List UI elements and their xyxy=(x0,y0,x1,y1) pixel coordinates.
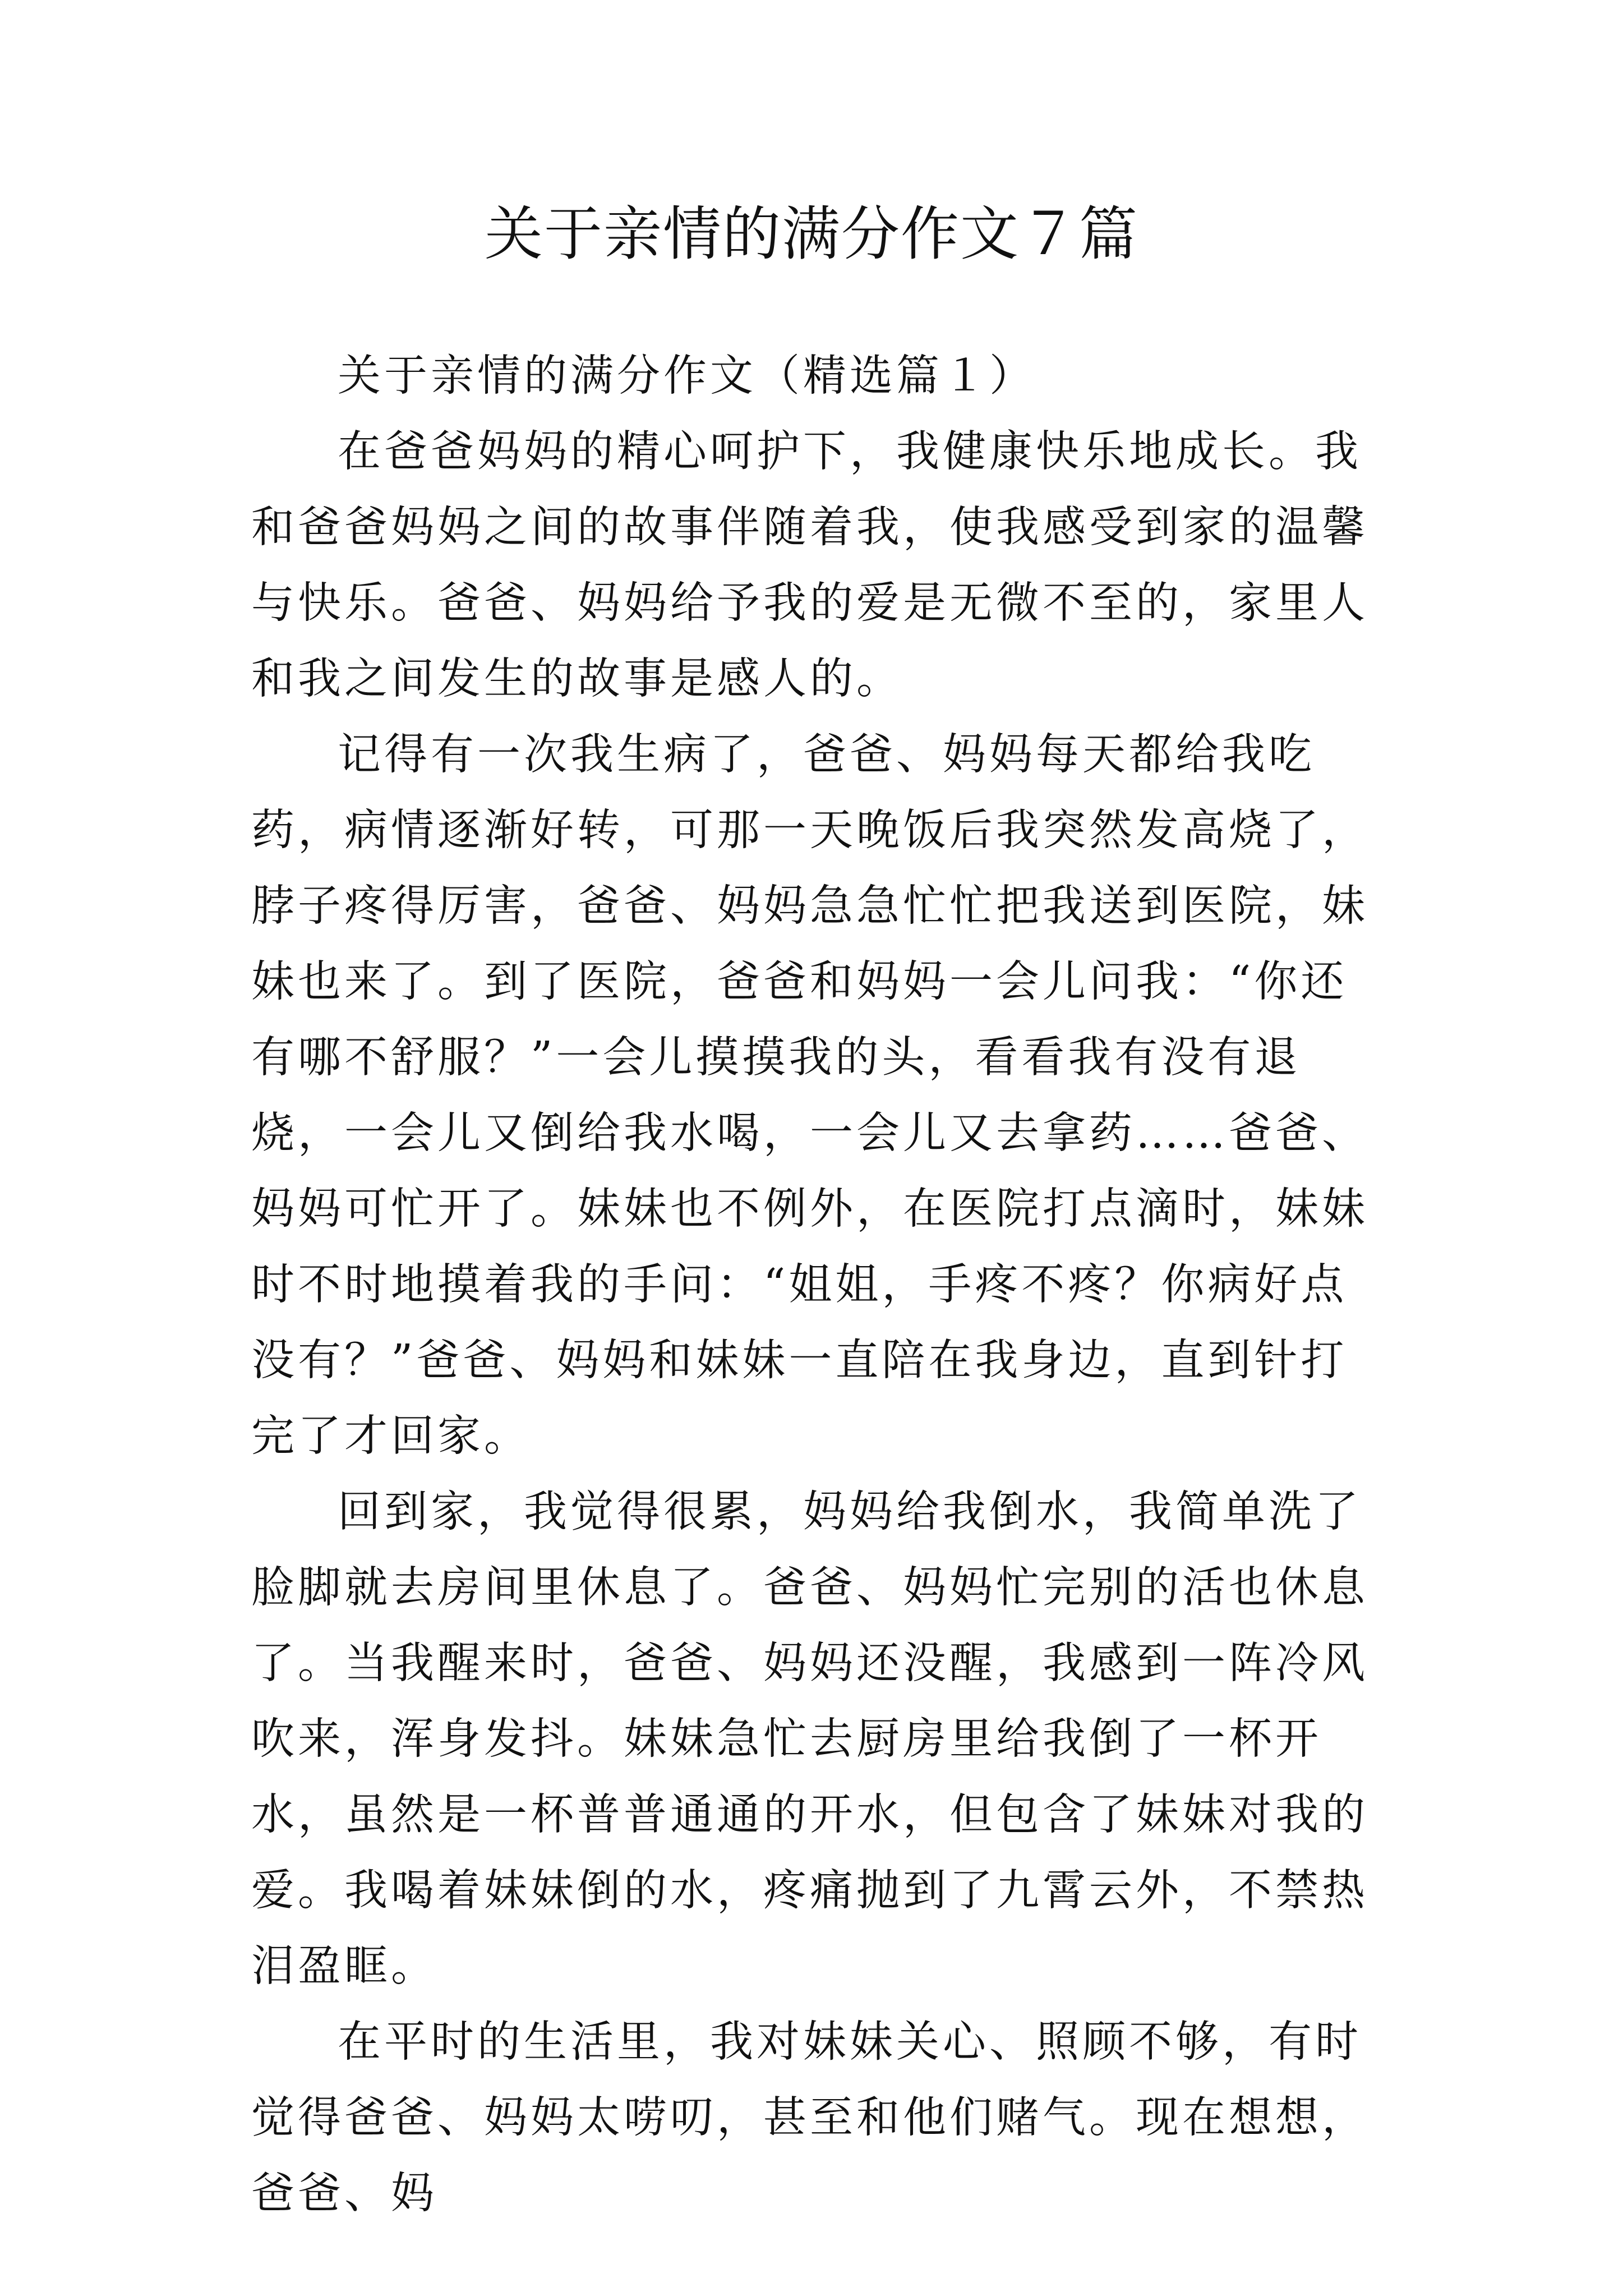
paragraph: 回到家，我觉得很累，妈妈给我倒水，我简单洗了脸脚就去房间里休息了。爸爸、妈妈忙完别的活也休息了。当我醒来时，爸爸、妈妈还没醒，我感到一阵冷风吹来，浑身发抖。妹妹急忙去厨房里给我倒了一杯开水，虽然是一杯普普通通的开水，但包含了妹妹对我的爱。我喝着妹妹倒的水，疼痛抛到了九霄云外，不禁热泪盈眶。 xyxy=(251,1487,1368,1991)
paragraph: 在爸爸妈妈的精心呵护下，我健康快乐地成长。我和爸爸妈妈之间的故事伴随着我，使我感受到家的温馨与快乐。爸爸、妈妈给予我的爱是无微不至的，家里人和我之间发生的故事是感人的。 xyxy=(251,427,1368,704)
paragraph: 在平时的生活里，我对妹妹关心、照顾不够，有时觉得爸爸、妈妈太唠叨，甚至和他们赌气。现在想想，爸爸、妈 xyxy=(251,2017,1368,2219)
paragraph: 记得有一次我生病了，爸爸、妈妈每天都给我吃药，病情逐渐好转，可那一天晚饭后我突然发高烧了，脖子疼得厉害，爸爸、妈妈急急忙忙把我送到医院，妹妹也来了。到了医院，爸爸和妈妈一会儿问我：“你还有哪不舒服？”一会儿摸摸我的头，看看我有没有退烧，一会儿又倒给我水喝，一会儿又去拿药……爸爸、妈妈可忙开了。妹妹也不例外，在医院打点滴时，妹妹时不时地摸着我的手问：“姐姐，手疼不疼？你病好点没有？”爸爸、妈妈和妹妹一直陪在我身边，直到针打完了才回家。 xyxy=(251,730,1368,1461)
document-body xyxy=(251,338,1390,2231)
document-title: 关于亲情的满分作文７篇 xyxy=(484,200,1138,268)
section-heading: 关于亲情的满分作文（精选篇１） xyxy=(338,351,1036,401)
